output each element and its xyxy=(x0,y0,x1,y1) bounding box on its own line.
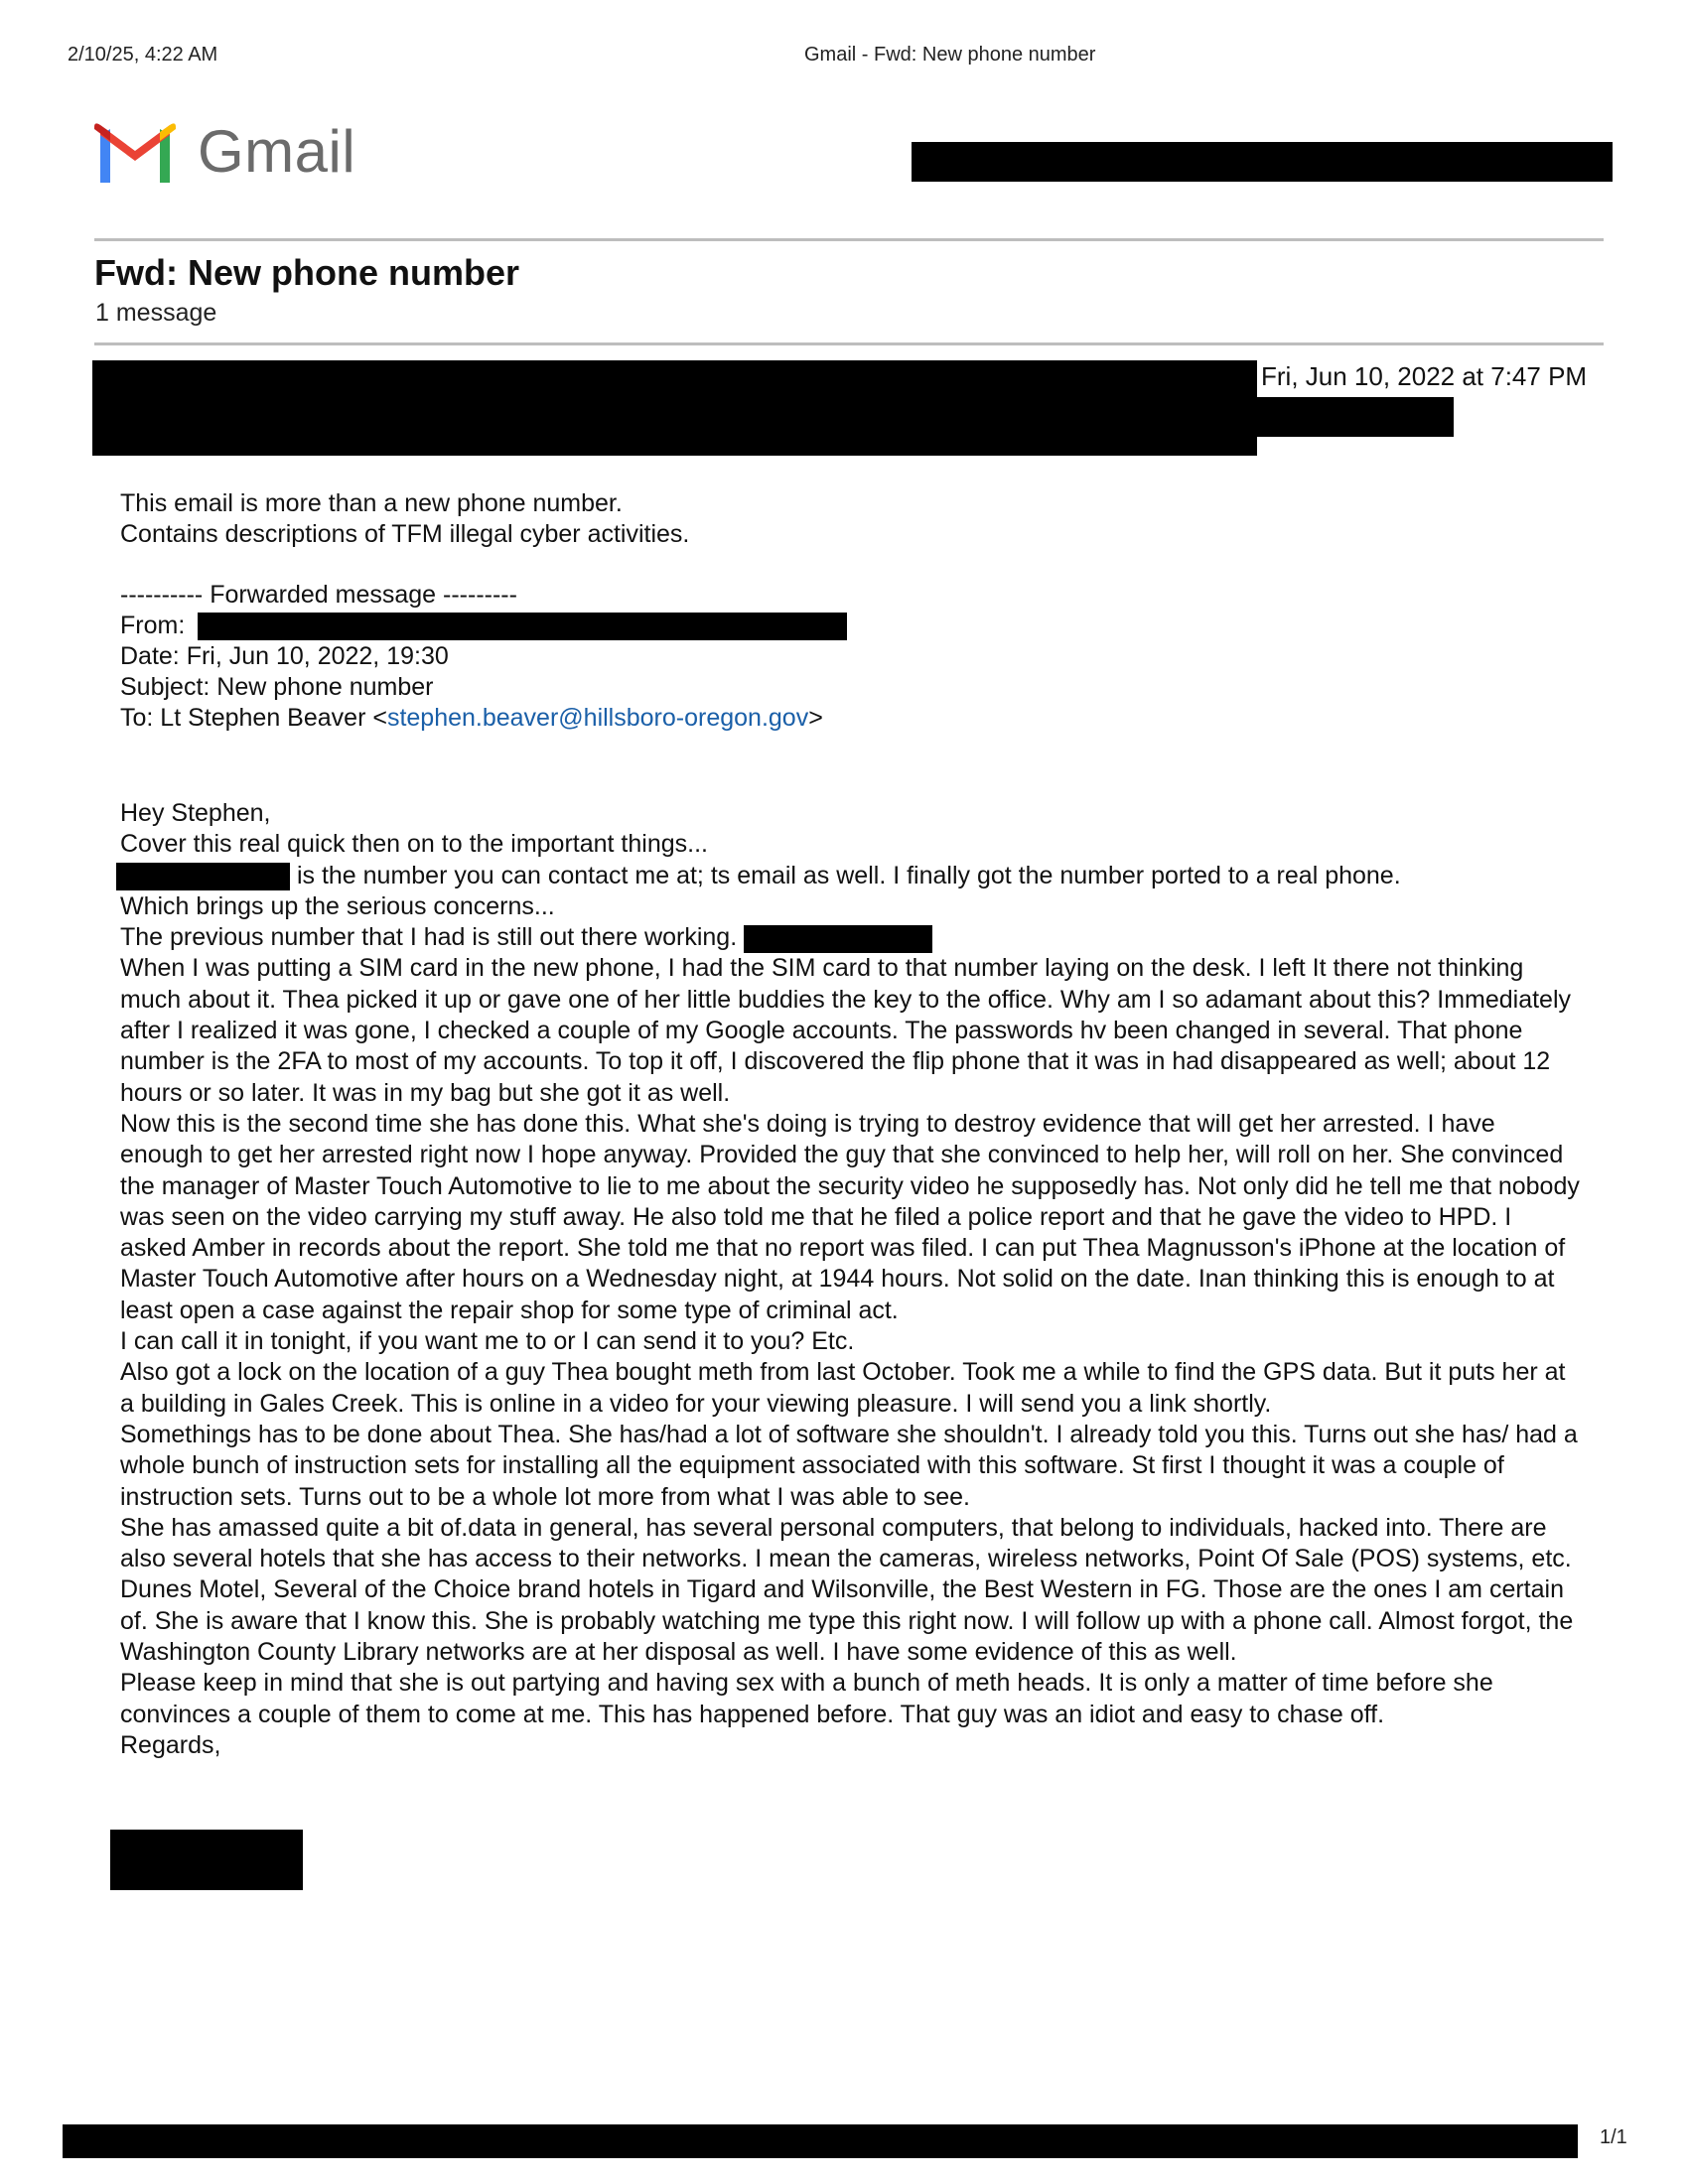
redacted-previous-number xyxy=(744,925,932,953)
body-line-1: Cover this real quick then on to the important things... xyxy=(120,830,708,859)
body-paragraph-7: Please keep in mind that she is out partying and having sex with a bunch of meth heads. It is only a matter of time before she convinces a couple of them to come at me. This has happened before. That guy was an idiot and easy to chase off. xyxy=(120,1669,1493,1728)
divider-top xyxy=(94,238,1604,241)
page-number: 1/1 xyxy=(1600,2126,1627,2148)
body-paragraph-6: She has amassed quite a bit of.data in general, has several personal computers, that belong to individuals, hacked into. There are also several hotels that she has access to their networks. I mean the cameras, wireless networks, Point Of Sale (POS) systems, etc. Dunes Motel, Several of the Choice brand hotels in Tigard and Wilsonville, the Best Western in FG. Those are the ones I am certain of. She is aware that I know this. She is probably watching me type this right now. I will follow up with a phone call. Almost forgot, the Washington County Library networks are at her disposal as well. I have some evidence of this as well. xyxy=(120,1513,1574,1667)
body-line-3: Which brings up the serious concerns... xyxy=(120,891,555,920)
closing: Regards, xyxy=(120,1730,221,1759)
redacted-sender-block xyxy=(92,360,1257,456)
forwarded-to-suffix: > xyxy=(808,704,823,732)
intro-line-1: This email is more than a new phone number. xyxy=(120,489,623,517)
forwarded-subject: Subject: New phone number xyxy=(120,673,434,701)
message-body xyxy=(120,798,1580,1761)
redacted-account-email xyxy=(912,142,1613,182)
redacted-recipient xyxy=(1257,397,1454,437)
forwarded-to-prefix: To: Lt Stephen Beaver < xyxy=(120,704,387,732)
forwarded-separator: ---------- Forwarded message --------- xyxy=(120,581,517,609)
print-title: Gmail - Fwd: New phone number xyxy=(804,44,1096,66)
forwarded-date: Date: Fri, Jun 10, 2022, 19:30 xyxy=(120,642,449,670)
gmail-m-icon xyxy=(94,121,176,183)
body-paragraph-3: I can call it in tonight, if you want me to or I can send it to you? Etc. xyxy=(120,1327,855,1356)
body-line-2-text: is the number you can contact me at; ts email as well. I finally got the number ported to a real phone. xyxy=(290,861,1401,889)
body-line-2 xyxy=(116,861,1580,891)
forwarded-header xyxy=(120,580,847,734)
divider-bottom xyxy=(94,342,1604,345)
forwarded-from-label: From: xyxy=(120,612,186,639)
email-link[interactable]: stephen.beaver@hillsboro-oregon.gov xyxy=(386,704,809,732)
body-line-4 xyxy=(120,922,1580,953)
message-date: Fri, Jun 10, 2022 at 7:47 PM xyxy=(1261,361,1588,391)
redacted-signature xyxy=(110,1830,303,1890)
redacted-phone-number xyxy=(116,863,290,890)
print-datetime: 2/10/25, 4:22 AM xyxy=(68,44,218,66)
gmail-wordmark: Gmail xyxy=(198,118,356,185)
body-line-4-text: The previous number that I had is still out there working. xyxy=(120,923,745,952)
redacted-footer-url xyxy=(63,2124,1578,2158)
body-paragraph-1: When I was putting a SIM card in the new phone, I had the SIM card to that number laying on the desk. I left It there not thinking much about it. Thea picked it up or gave one of her little buddies the key to the office. Why am I so adamant about this? Immediately after I realized it was gone, I checked a couple of my Google accounts. The passwords hv been changed in several. That phone number is the 2FA to most of my accounts. To top it off, I discovered the flip phone that it was in had disappeared as well; about 12 hours or so later. It was in my bag but she got it as well. xyxy=(120,954,1572,1107)
forwarded-to xyxy=(120,703,847,734)
thread-subject: Fwd: New phone number xyxy=(94,252,519,293)
intro-text xyxy=(120,488,689,550)
body-paragraph-2: Now this is the second time she has done this. What she's doing is trying to destroy evidence that will get her arrested. I have enough to get her arrested right now I hope anyway. Provided the guy that she convinced to help her, will roll on her. She convinced the manager of Master Touch Automotive to lie to me about the security video he supposedly has. Not only did he tell me that nobody was seen on the video carrying my stuff away. He also told me that he filed a police report and that he gave the video to HPD. I asked Amber in records about the report. She told me that no report was filed. I can put Thea Magnusson's iPhone at the location of Master Touch Automotive after hours on a Wednesday night, at 1944 hours. Not solid on the date. Inan thinking this is enough to at least open a case against the repair shop for some type of criminal act. xyxy=(120,1109,1580,1324)
intro-line-2: Contains descriptions of TFM illegal cyber activities. xyxy=(120,520,690,549)
redacted-from-address xyxy=(198,613,847,640)
greeting: Hey Stephen, xyxy=(120,799,271,827)
forwarded-from xyxy=(120,611,847,641)
body-paragraph-4: Also got a lock on the location of a guy Thea bought meth from last October. Took me a while to find the GPS data. But it puts her at a building in Gales Creek. This is online in a video for your viewing pleasure. I will send you a link shortly. xyxy=(120,1358,1566,1418)
message-count: 1 message xyxy=(95,299,217,327)
gmail-logo xyxy=(94,118,356,185)
body-paragraph-5: Somethings has to be done about Thea. She has/had a lot of software she shouldn't. I already told you this. Turns out she has/ had a whole bunch of instruction sets for installing all the equipment associated with this software. St first I thought it was a couple of instruction sets. Turns out to be a whole lot more from what I was able to see. xyxy=(120,1420,1578,1511)
